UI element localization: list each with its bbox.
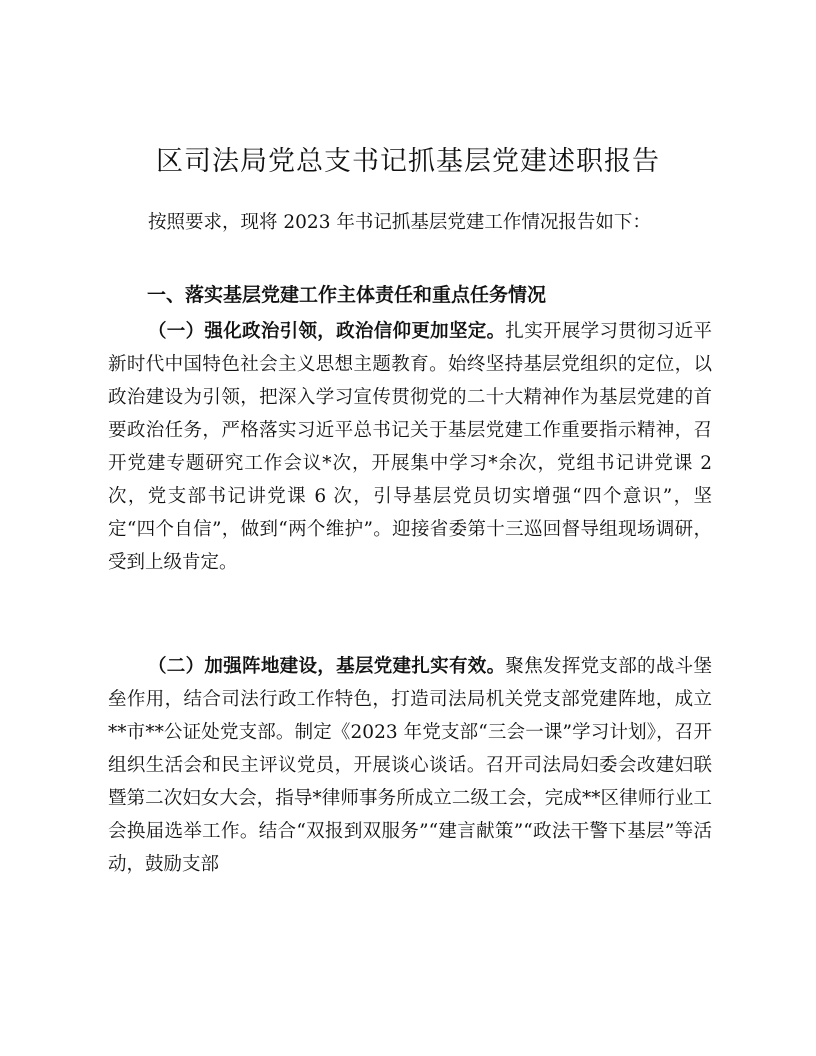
paragraph-lead: （二）加强阵地建设，基层党建扎实有效。 [148,656,506,677]
paragraph-position-building [108,650,712,881]
section-heading: 一、落实基层党建工作主体责任和重点任务情况 [147,284,547,306]
document-title: 区司法局党总支书记抓基层党建述职报告 [156,146,660,177]
paragraph-text: 扎实开展学习贯彻习近平新时代中国特色社会主义思想主题教育。始终坚持基层党组织的定位，以政治建设为引领，把深入学习宣传贯彻党的二十大精神作为基层党建的首要政治任务，严格落实习近平总书记关于基层党建工作重要指示精神，召开党建专题研究工作会议*次，开展集中学习*余次，党组书记讲党课 2 次，党支部书记讲党课 6 次，引导基层党员切实增强“四个意识”，坚定“四个自信”，做到“两个维护”。迎接省委第十三巡回督导组现场调研，受到上级肯定。 [108,321,712,573]
intro-paragraph: 按照要求，现将 2023 年书记抓基层党建工作情况报告如下： [148,212,651,233]
paragraph-lead: （一）强化政治引领，政治信仰更加坚定。 [148,321,506,342]
paragraph-text: 聚焦发挥党支部的战斗堡垒作用，结合司法行政工作特色，打造司法局机关党支部党建阵地，成立**市**公证处党支部。制定《2023 年党支部“三会一课”学习计划》，召开组织生活会和民主评议党员，开展谈心谈话。召开司法局妇委会改建妇联暨第二次妇女大会，指导*律师事务所成立二级工会，完成**区律师行业工会换届选举工作。结合“双报到双服务”“建言献策”“政法干警下基层”等活动，鼓励支部 [108,656,712,875]
paragraph-political-guidance [108,315,712,579]
